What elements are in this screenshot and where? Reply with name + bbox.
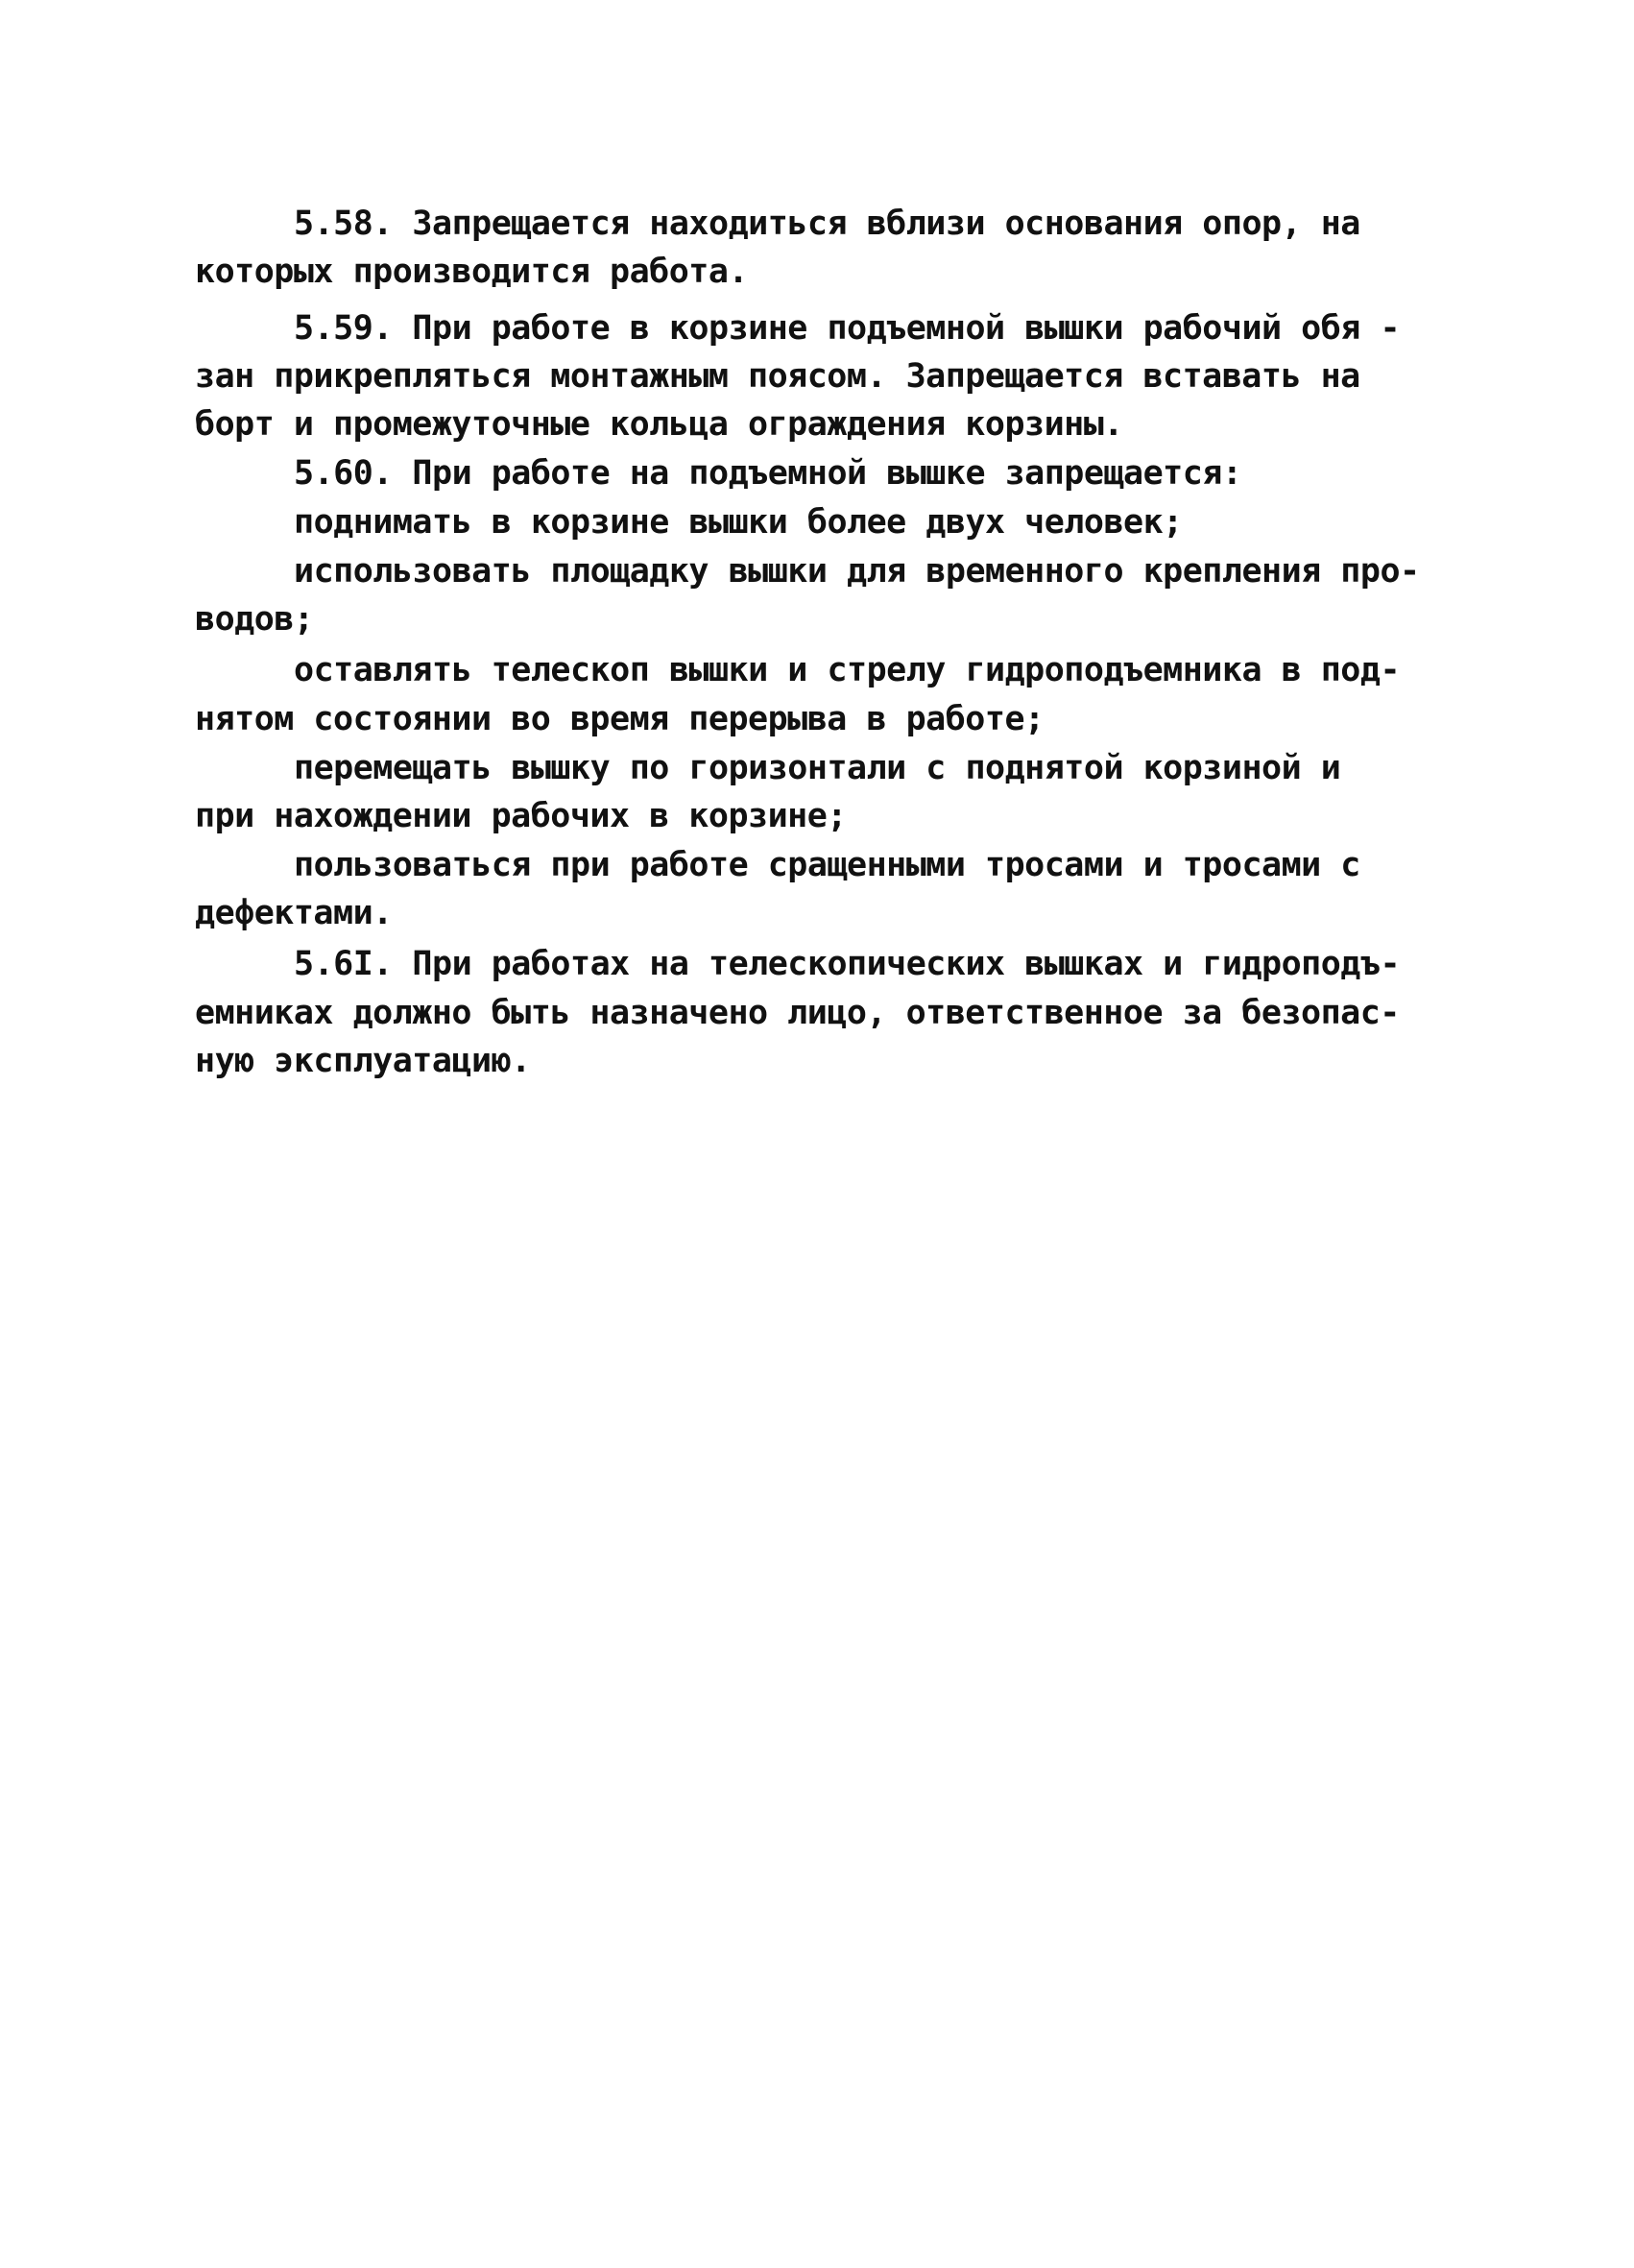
text-line: дефектами. (195, 894, 393, 932)
text-line: которых производится работа. (195, 253, 749, 291)
text-line: 5.58. Запрещается находиться вблизи основания опор, на (294, 205, 1360, 243)
text-line: 5.60. При работе на подъемной вышке запрещается: (294, 454, 1242, 493)
text-line: оставлять телескоп вышки и стрелу гидроподъемника в под- (294, 651, 1401, 689)
text-line: ную эксплуатацию. (195, 1042, 531, 1080)
text-line: при нахождении рабочих в корзине; (195, 797, 847, 835)
text-line: пользоваться при работе сращенными тросами и тросами с (294, 846, 1360, 884)
text-line: борт и промежуточные кольца ограждения корзины. (195, 405, 1123, 444)
text-line: 5.6I. При работах на телескопических вышках и гидроподъ- (294, 945, 1401, 983)
text-line: использовать площадку вышки для временного крепления про- (294, 552, 1420, 591)
text-line: перемещать вышку по горизонтали с поднятой корзиной и (294, 749, 1341, 787)
text-line: поднимать в корзине вышки более двух человек; (294, 503, 1183, 542)
text-line: зан прикрепляться монтажным поясом. Запрещается вставать на (195, 357, 1360, 396)
text-line: 5.59. При работе в корзине подъемной вышки рабочий обя - (294, 309, 1401, 348)
text-line: водов; (195, 600, 314, 639)
text-line: нятом состоянии во время перерыва в работе; (195, 700, 1045, 738)
text-line: емниках должно быть назначено лицо, ответственное за безопас- (195, 994, 1400, 1032)
